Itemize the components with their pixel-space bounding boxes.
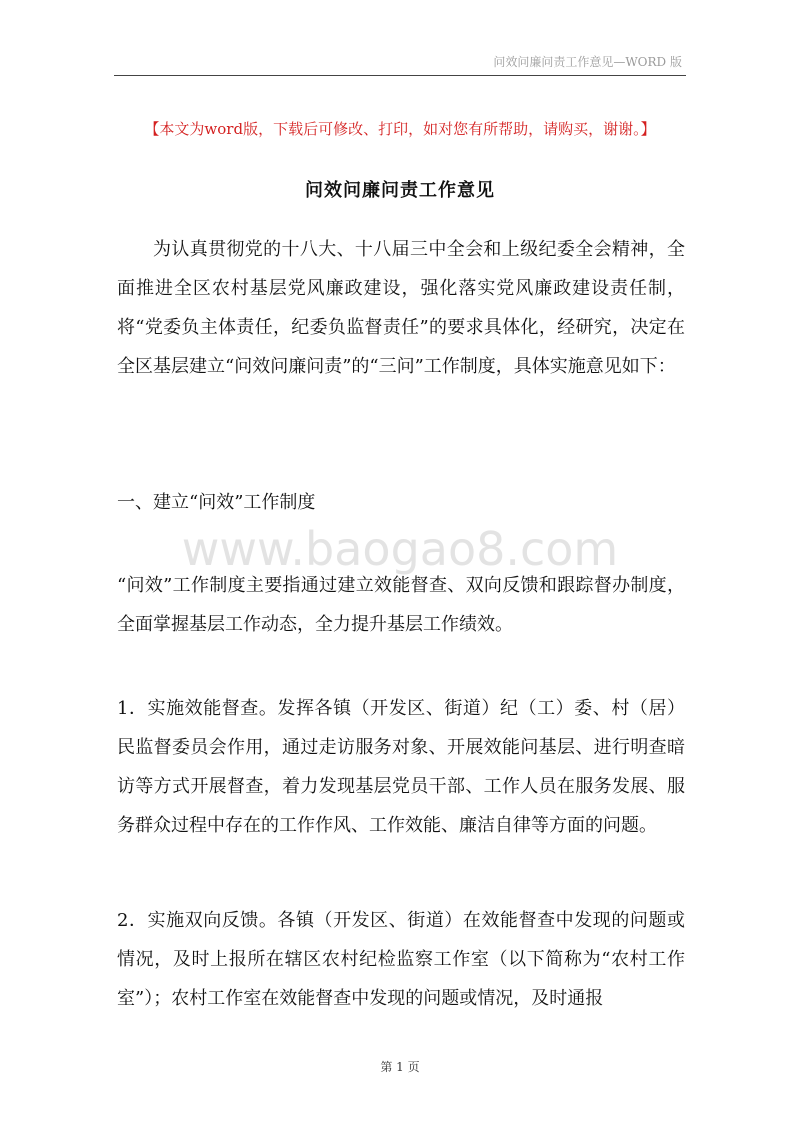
list-item-2: 2．实施双向反馈。各镇（开发区、街道）在效能督查中发现的问题或情况，及时上报所在辖区农村纪检监察工作室（以下简称为“农村工作室”）；农村工作室在效能督查中发现的问题或情况，及时通报 xyxy=(117,910,685,1009)
running-header: 问效问廉问责工作意见—WORD 版 xyxy=(493,55,682,69)
page-number: 第 1 页 xyxy=(380,1060,420,1074)
download-notice: 【本文为word版，下载后可修改、打印，如对您有所帮助，请购买，谢谢。】 xyxy=(144,120,656,138)
watermark-text: www.baogao8.com xyxy=(181,522,619,576)
list-item-1: 1．实施效能督查。发挥各镇（开发区、街道）纪（工）委、村（居）民监督委员会作用，通过走访服务对象、开展效能问基层、进行明查暗访等方式开展督查，着力发现基层党员干部、工作人员在服务发展、服务群众过程中存在的工作作风、工作效能、廉洁自律等方面的问题。 xyxy=(117,698,685,836)
intro-paragraph: 为认真贯彻党的十八大、十八届三中全会和上级纪委全会精神，全面推进全区农村基层党风廉政建设，强化落实党风廉政建设责任制，将“党委负主体责任，纪委负监督责任”的要求具体化，经研究，决定在全区基层建立“问效问廉问责”的“三问”工作制度，具体实施意见如下： xyxy=(117,239,685,377)
document-title: 问效问廉问责工作意见 xyxy=(305,180,495,201)
header-divider xyxy=(114,75,686,76)
section-description: “问效”工作制度主要指通过建立效能督查、双向反馈和跟踪督办制度，全面掌握基层工作动态，全力提升基层工作绩效。 xyxy=(117,575,685,635)
section-heading: 一、建立“问效”工作制度 xyxy=(117,492,316,513)
